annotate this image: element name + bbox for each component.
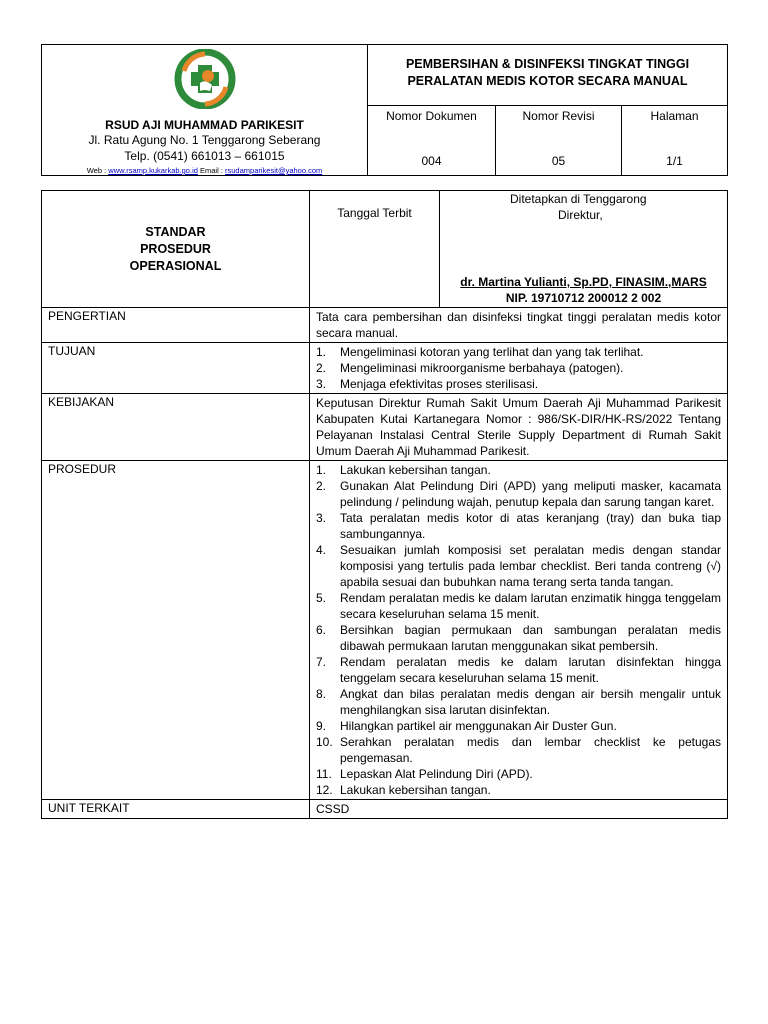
document-title-line2: PERALATAN MEDIS KOTOR SECARA MANUAL — [407, 74, 688, 88]
document-title-cell — [368, 45, 728, 106]
row-tujuan — [42, 343, 728, 394]
list-number: 5. — [316, 591, 327, 605]
list-number: 3. — [316, 511, 327, 525]
email-link[interactable]: rsudamparikesit@yahoo.com — [225, 166, 323, 175]
list-number: 1. — [316, 345, 327, 359]
list-text: Hilangkan partikel air menggunakan Air Duster Gun. — [340, 719, 617, 733]
sop-title-line3: OPERASIONAL — [129, 258, 222, 273]
list-item — [316, 510, 721, 542]
row-label: TUJUAN — [42, 343, 310, 394]
prosedur-list — [316, 462, 721, 798]
hospital-name: RSUD AJI MUHAMMAD PARIKESIT — [105, 118, 304, 132]
list-item — [316, 782, 721, 798]
page-cell — [622, 106, 728, 176]
list-text: Lakukan kebersihan tangan. — [340, 463, 491, 477]
list-number: 2. — [316, 361, 327, 375]
list-text: Tata peralatan medis kotor di atas keranjang (tray) dan buka tiap sambungannya. — [340, 511, 721, 541]
list-item — [316, 478, 721, 510]
sop-title-line1: STANDAR — [145, 224, 206, 239]
revision-label: Nomor Revisi — [522, 109, 595, 124]
list-number: 3. — [316, 377, 327, 391]
list-text: Gunakan Alat Pelindung Diri (APD) yang meliputi masker, kacamata pelindung / pelindung wajah, penutup kepala dan sarung tangan karet. — [340, 479, 721, 509]
list-text: Mengeliminasi mikroorganisme berbahaya (patogen). — [340, 361, 624, 375]
sop-title-cell — [42, 191, 310, 308]
row-kebijakan — [42, 394, 728, 461]
page-value: 1/1 — [666, 154, 683, 169]
list-number: 10. — [316, 735, 333, 749]
list-text: Lakukan kebersihan tangan. — [340, 783, 491, 797]
sop-table — [41, 190, 728, 819]
list-item — [316, 766, 721, 782]
prosedur-list-cell — [310, 461, 728, 800]
list-number: 8. — [316, 687, 327, 701]
list-item — [316, 360, 721, 376]
approval-cell — [440, 191, 728, 308]
row-label: PROSEDUR — [42, 461, 310, 800]
hospital-identity-cell — [42, 45, 368, 176]
row-label: PENGERTIAN — [42, 308, 310, 343]
list-text: Lepaskan Alat Pelindung Diri (APD). — [340, 767, 533, 781]
approval-role: Direktur, — [558, 208, 603, 222]
list-text: Bersihkan bagian permukaan dan sambungan peralatan medis dibawah permukaan larutan menggunakan sikat pembersih. — [340, 623, 721, 653]
list-item — [316, 376, 721, 392]
unit-terkait-text: CSSD — [310, 800, 728, 819]
list-item — [316, 686, 721, 718]
doc-number-label: Nomor Dokumen — [386, 109, 477, 124]
hospital-address: Jl. Ratu Agung No. 1 Tenggarong Seberang — [88, 133, 321, 147]
tujuan-list-cell — [310, 343, 728, 394]
list-number: 1. — [316, 463, 327, 477]
list-number: 7. — [316, 655, 327, 669]
hospital-phone: Telp. (0541) 661013 – 661015 — [124, 149, 285, 163]
sop-title — [42, 224, 309, 275]
signer-name: dr. Martina Yulianti, Sp.PD, FINASIM.,MARS — [460, 275, 707, 289]
list-number: 12. — [316, 783, 333, 797]
list-item — [316, 734, 721, 766]
approval-place: Ditetapkan di Tenggarong — [510, 192, 647, 206]
document-title-line1: PEMBERSIHAN & DISINFEKSI TINGKAT TINGGI — [405, 57, 690, 71]
revision-value: 05 — [551, 154, 566, 169]
row-unit-terkait — [42, 800, 728, 819]
list-item — [316, 344, 721, 360]
doc-number-value: 004 — [421, 154, 442, 169]
list-text: Sesuaikan jumlah komposisi set peralatan medis dengan standar komposisi yang tertulis pada lembar checklist. Beri tanda contreng (√) apabila sesuai dan bubuhkan nama terang serta tanda tangan. — [340, 543, 721, 589]
list-text: Angkat dan bilas peralatan medis dengan air bersih mengalir untuk menghilangkan sisa larutan disinfektan. — [340, 687, 721, 717]
tujuan-list — [316, 344, 721, 392]
web-link[interactable]: www.rsamp.kukarkab.go.id — [108, 166, 198, 175]
list-text: Serahkan peralatan medis dan lembar checklist ke petugas pengemasan. — [340, 735, 721, 765]
sop-title-line2: PROSEDUR — [140, 241, 211, 256]
list-text: Rendam peralatan medis ke dalam larutan enzimatik hingga tenggelam secara keseluruhan selama 15 menit. — [340, 591, 721, 621]
row-prosedur — [42, 461, 728, 800]
pengertian-text: Tata cara pembersihan dan disinfeksi tingkat tinggi peralatan medis kotor secara manual. — [310, 308, 728, 343]
list-text: Mengeliminasi kotoran yang terlihat dan yang tak terlihat. — [340, 345, 644, 359]
email-label: Email : — [200, 166, 223, 175]
doc-number-cell — [368, 106, 496, 176]
list-number: 9. — [316, 719, 327, 733]
hospital-contact-line — [42, 166, 367, 175]
document-header — [41, 44, 728, 176]
hospital-logo-icon — [42, 49, 367, 114]
list-number: 4. — [316, 543, 327, 557]
signer-nip: NIP. 19710712 200012 2 002 — [505, 291, 662, 305]
list-item — [316, 542, 721, 590]
list-item — [316, 462, 721, 478]
list-number: 6. — [316, 623, 327, 637]
issue-date-cell — [310, 191, 440, 308]
row-pengertian — [42, 308, 728, 343]
list-number: 11. — [316, 767, 332, 781]
web-label: Web : — [86, 166, 107, 175]
list-item — [316, 654, 721, 686]
row-label: UNIT TERKAIT — [42, 800, 310, 819]
list-number: 2. — [316, 479, 327, 493]
list-item — [316, 718, 721, 734]
kebijakan-text: Keputusan Direktur Rumah Sakit Umum Daerah Aji Muhammad Parikesit Kabupaten Kutai Kartanegara Nomor : 986/SK-DIR/HK-RS/2022 Tentang Pelayanan Instalasi Central Sterile Supply Department di Rumah Sakit Umum Daerah Aji Muhammad Parikesit. — [310, 394, 728, 461]
list-text: Menjaga efektivitas proses sterilisasi. — [340, 377, 539, 391]
page-label: Halaman — [650, 109, 699, 124]
list-item — [316, 622, 721, 654]
list-text: Rendam peralatan medis ke dalam larutan disinfektan hingga tenggelam secara keseluruhan selama 15 menit. — [340, 655, 721, 685]
row-label: KEBIJAKAN — [42, 394, 310, 461]
issue-date-label: Tanggal Terbit — [337, 206, 412, 220]
revision-cell — [496, 106, 622, 176]
list-item — [316, 590, 721, 622]
